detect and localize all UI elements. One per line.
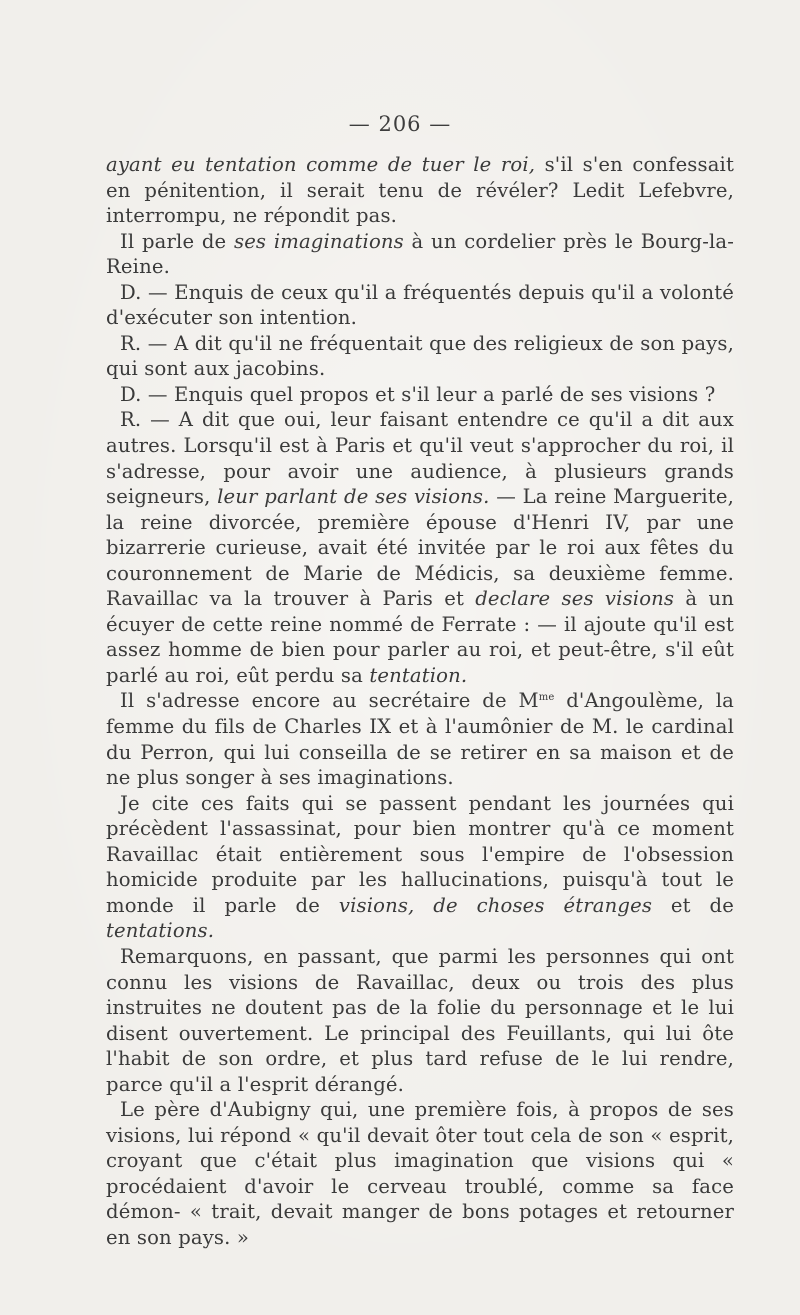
text-run: d'Angoulème, la femme du fils de Charles IX et à l'aumônier de M. le cardinal du Perron, qui lui conseilla de se retirer en sa maison et de ne plus songer à ses imaginations. (106, 689, 734, 790)
paragraph-7 (106, 688, 734, 790)
text-run: R. — A dit que oui, leur faisant entendre ce qu'il a dit aux autres. Lorsqu'il est à Paris et qu'il veut s'approcher du roi, il s'adresse, pour avoir une audience, à plusieurs grands seigneurs, (106, 408, 734, 509)
paragraph-5: D. — Enquis quel propos et s'il leur a parlé de ses visions ? (120, 382, 716, 406)
italic-phrase: declare ses visions (475, 587, 675, 611)
italic-phrase: visions, de choses étranges (338, 893, 653, 917)
italic-phrase: tentation. (369, 663, 468, 687)
page-number: — 206 — (348, 112, 452, 136)
text-run: Il s'adresse encore au secrétaire de M (120, 689, 539, 713)
italic-phrase: tentations. (106, 919, 215, 943)
text-run: et de (652, 893, 734, 917)
text-run: Je cite ces faits qui se passent pendant les journées qui précèdent l'assassinat, pour bien montrer qu'à ce moment Ravaillac était entièrement sous l'empire de l'obsession homicide produite par les hallucinations, puisqu'à tout le monde il parle de (106, 791, 734, 917)
text-run: à un écuyer de cette reine nommé de Ferrate : — il ajoute qu'il est assez homme de bien pour parler au roi, et peut-être, s'il eût parlé au roi, eût perdu sa (106, 587, 734, 687)
paragraph-1 (106, 152, 734, 229)
text-run: Il parle de (120, 229, 234, 253)
text-run: — La reine Marguerite, la reine divorcée, première épouse d'Henri IV, par une bizarrerie curieuse, avait été invitée par le roi aux fêtes du couronnement de Marie de Médicis, sa deuxième femme. Ravaillac va la trouver à Paris et (106, 485, 734, 611)
paragraph-4: R. — A dit qu'il ne fréquentait que des religieux de son pays, qui sont aux jacobins. (106, 331, 734, 381)
paragraph-6 (106, 407, 734, 688)
page-body (106, 152, 734, 1251)
italic-phrase: ayant eu tentation comme de tuer le roi, (106, 153, 536, 176)
superscript: me (538, 692, 555, 704)
paragraph-2 (106, 229, 734, 280)
italic-phrase: ses imaginations (233, 229, 404, 253)
paragraph-10: Le père d'Aubigny qui, une première fois, à propos de ses visions, lui répond « qu'il devait ôter tout cela de son « esprit, croyant que c'était plus imagination que visions qui « procédaient d'avoir le cerveau troublé, comme sa face démon- « trait, devait manger de bons potages et retourner en son pays. » (106, 1098, 734, 1249)
italic-phrase: leur parlant de ses visions. (217, 485, 490, 509)
paragraph-9: Remarquons, en passant, que parmi les personnes qui ont connu les visions de Ravaillac, deux ou trois des plus instruites ne doutent pas de la folie du personnage et le lui disent ouvertement. Le principal des Feuillants, qui lui ôte l'habit de son ordre, et plus tard refuse de le lui rendre, parce qu'il a l'esprit dérangé. (106, 944, 734, 1096)
paragraph-8 (106, 791, 734, 944)
text-run: s'il s'en confessait en pénitention, il serait tenu de révéler? Ledit Lefebvre, interrompu, ne répondit pas. (106, 153, 734, 228)
text-run: à un cordelier près le Bourg-la-Reine. (106, 229, 734, 279)
paragraph-3: D. — Enquis de ceux qu'il a fréquentés depuis qu'il a volonté d'exécuter son intention. (106, 280, 734, 330)
